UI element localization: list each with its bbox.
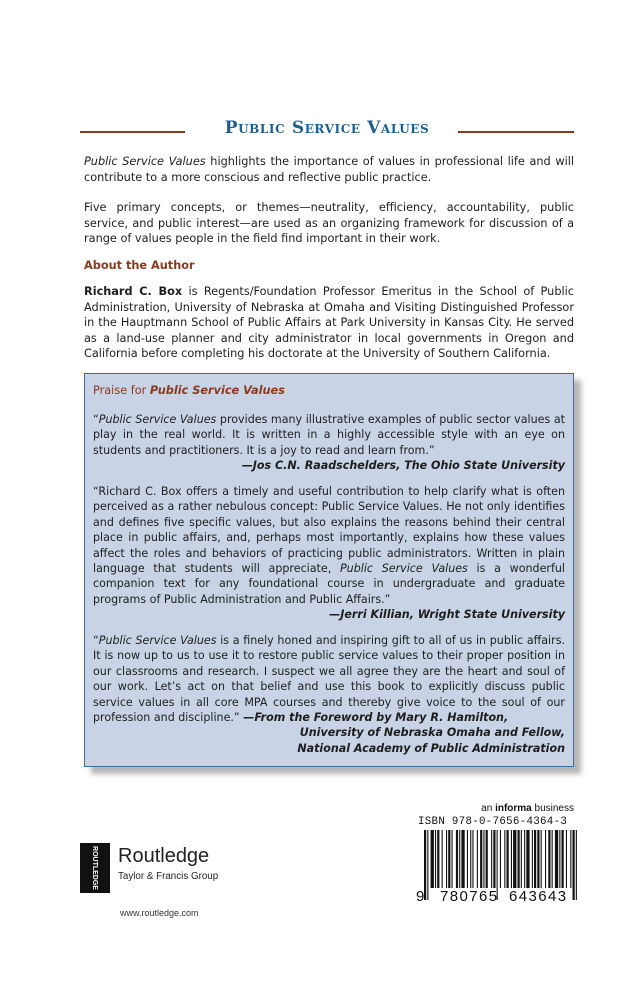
quote-1-attribution: —Jos C.N. Raadschelders, The Ohio State University [241, 459, 565, 473]
praise-quote-2 [93, 484, 565, 623]
barcode-bar [459, 830, 460, 888]
barcode-digits [414, 888, 580, 956]
barcode-bar [537, 830, 539, 888]
barcode-bar [504, 830, 505, 888]
quote-1-text: “Public Service Values provides many illustrative examples of public sector values at play in the real world. It is written in a highly accessible style with an eye on students and practitioners. It is a joy to read and learn from.” [93, 413, 565, 457]
barcode-bar [461, 830, 464, 888]
barcode-bar [521, 830, 522, 888]
quote-2-text: “Richard C. Box offers a timely and useful contribution to help clarify what is often perceived as a rather nebulous concept: Public Service Values. He not only identifies and defines five specific values, but also explains the reasons behind their central place in public affairs, and, perhaps most importantly, explains how these values affect the roles and behaviors of practicing public administrators. Written in plain language that students will appreciate, Public Service Values is a wonderful companion text for any foundational course in undergraduate and graduate programs of Public Administration and Public Affairs.” [93, 485, 565, 606]
informa-brand: informa [495, 803, 532, 814]
barcode-bar [480, 830, 482, 888]
intro-paragraph-2: Five primary concepts, or themes—neutrality, efficiency, accountability, public service, and public interest—are used as an organizing framework for discussion of a range of values people in the field find important in their work. [84, 201, 574, 245]
quote-3-attribution-line-1: —From the Foreword by Mary R. Hamilton, [243, 711, 509, 725]
barcode-bar [555, 830, 558, 888]
praise-heading: Praise for Public Service Values [93, 384, 285, 397]
barcode-bar [562, 830, 564, 888]
isbn-label: ISBN 978-0-7656-4364-3 [418, 816, 568, 828]
barcode-bar [552, 830, 553, 888]
praise-quote-3 [93, 633, 565, 756]
quote-3-attribution-line-2: University of Nebraska Omaha and Fellow, [299, 726, 565, 740]
barcode-digit-first: 9 [416, 888, 425, 905]
barcode-bar [507, 830, 509, 888]
barcode-bar [513, 830, 516, 888]
barcode-bar [446, 830, 447, 888]
barcode-bar [483, 830, 484, 888]
publisher-group: Taylor & Francis Group [118, 871, 219, 882]
barcode-bar [467, 830, 468, 888]
barcode-bar [559, 830, 560, 888]
barcode-bar [526, 830, 529, 888]
barcode-bar [532, 830, 533, 888]
title-rule-right [458, 131, 574, 133]
publisher-block [80, 843, 250, 893]
quote-3-text: “Public Service Values is a finely honed and inspiring gift to all of us in public affairs. It is now up to us to use it to restore public service values to their proper position in our classrooms and research. I suspect we all agree they are the heart and soul of our work. Let’s act on that belief and use this book to explicitly discuss public service values in all core MPA courses and thereby give voice to the soul of our profession and discipline.” —From the Foreword by Mary R. Hamilton, [93, 634, 566, 725]
barcode-bar [435, 830, 436, 888]
publisher-url: www.routledge.com [120, 908, 199, 918]
praise-box [84, 373, 574, 767]
barcode-bar [442, 830, 443, 888]
book-title: Public Service Values [224, 118, 430, 138]
barcode-bar [570, 830, 571, 888]
barcode-bar [500, 830, 501, 888]
about-author-heading: About the Author [84, 259, 195, 272]
barcode-bar [491, 830, 492, 888]
barcode-bar [493, 830, 495, 888]
barcode-bar [431, 830, 434, 888]
author-bio [84, 284, 574, 362]
quote-2-attribution: —Jerri Killian, Wright State University [329, 608, 565, 622]
routledge-logo-icon [80, 843, 110, 893]
intro-paragraph-1 [84, 154, 574, 185]
author-bio-text: is Regents/Foundation Professor Emeritus in the School of Public Administration, University of Nebraska at Omaha and Visiting Distinguished Professor in the Hauptmann School of Public Affairs at Park University in Kansas City. He served as a land-use planner and city administrator in local governments in Oregon and California before completing his doctorate at the University of Southern California. [84, 285, 574, 360]
barcode-bar [541, 830, 542, 888]
barcode-bar [548, 830, 550, 888]
barcode-bar [456, 830, 458, 888]
intro-book-title: Public Service Values [84, 155, 206, 168]
publisher-name: Routledge [118, 845, 210, 867]
barcode-bar [472, 830, 473, 888]
barcode-bar [566, 830, 567, 888]
barcode-bar [452, 830, 453, 888]
barcode-digits-group-1: 780765 [440, 888, 499, 905]
barcode-bar [448, 830, 450, 888]
barcode-bar [511, 830, 512, 888]
author-name: Richard C. Box [84, 285, 183, 298]
barcode-digits-group-2: 643643 [509, 888, 568, 905]
svg-text:ROUTLEDGE: ROUTLEDGE [91, 846, 99, 890]
informa-badge: an informa business [481, 803, 574, 814]
barcode-bar [486, 830, 488, 888]
praise-heading-book: Public Service Values [149, 384, 285, 397]
praise-quote-1 [93, 412, 565, 474]
barcode-bar [534, 830, 536, 888]
barcode-bar [470, 830, 471, 888]
barcode-bar [437, 830, 439, 888]
barcode-bar [524, 830, 525, 888]
intro-text-1: highlights the importance of values in professional life and will contribute to a more conscious and reflective public practice. [84, 155, 574, 184]
barcode-bar [477, 830, 478, 888]
barcode-bar [518, 830, 520, 888]
quote-3-attribution-line-3: National Academy of Public Administration [297, 741, 565, 755]
title-row [80, 118, 574, 144]
barcode-bar [545, 830, 546, 888]
